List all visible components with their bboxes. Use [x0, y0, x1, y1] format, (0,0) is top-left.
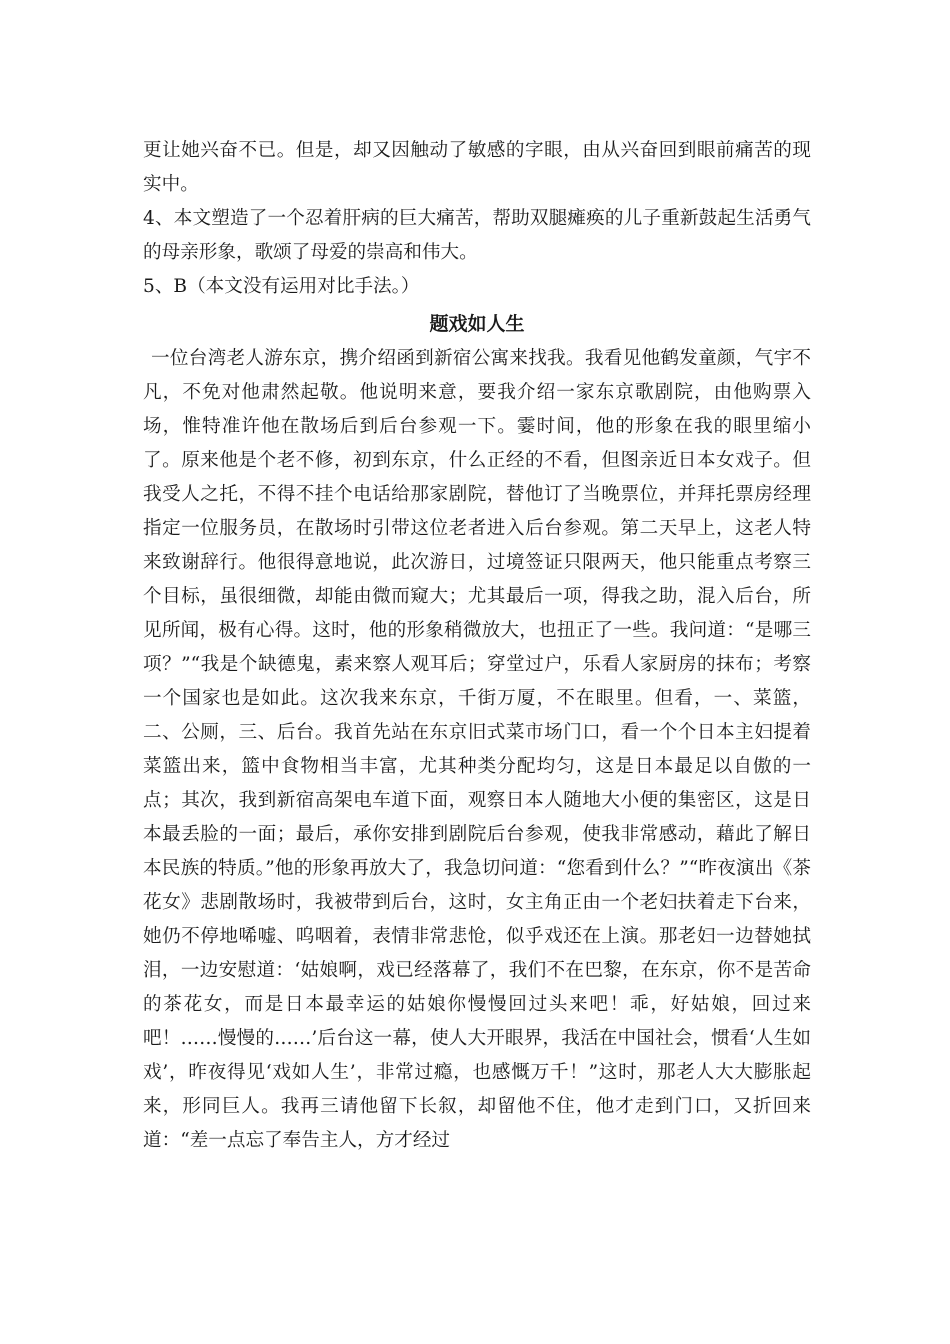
answer-4: 4、本文塑造了一个忍着肝病的巨大痛苦，帮助双腿瘫痪的儿子重新鼓起生活勇气的母亲形象，歌颂了母爱的崇高和伟大。 — [143, 208, 811, 263]
document-content — [143, 134, 811, 1158]
article-title: 题戏如人生 — [429, 313, 525, 335]
answer-continuation: 更让她兴奋不已。但是，却又因触动了敏感的字眼，由从兴奋回到眼前痛苦的现实中。 — [143, 140, 811, 195]
article-body: 一位台湾老人游东京，携介绍函到新宿公寓来找我。我看见他鹤发童颜，气宇不凡，不免对他肃然起敬。他说明来意，要我介绍一家东京歌剧院，由他购票入场，惟特准许他在散场后到后台参观一下。霎时间，他的形象在我的眼里缩小了。原来他是个老不修，初到东京，什么正经的不看，但图亲近日本女戏子。但我受人之托，不得不挂个电话给那家剧院，替他订了当晚票位，并拜托票房经理指定一位服务员，在散场时引带这位老者进入后台参观。第二天早上，这老人特来致谢辞行。他很得意地说，此次游日，过境签证只限两天，他只能重点考察三个目标，虽很细微，却能由微而窥大；尤其最后一项，得我之助，混入后台，所见所闻，极有心得。这时，他的形象稍微放大，也扭正了一些。我问道：“是哪三项？”“我是个缺德鬼，素来察人观耳后；穿堂过户，乐看人家厨房的抹布；考察一个国家也是如此。这次我来东京，千街万厦，不在眼里。但看，一、菜篮，二、公厕，三、后台。我首先站在东京旧式菜市场门口，看一个个日本主妇提着菜篮出来，篮中食物相当丰富，尤其种类分配均匀，这是日本最足以自傲的一点；其次，我到新宿高架电车道下面，观察日本人随地大小便的集密区，这是日本最丢脸的一面；最后，承你安排到剧院后台参观，使我非常感动，藉此了解日本民族的特质。”他的形象再放大了，我急切问道：“您看到什么？”“昨夜演出《茶花女》悲剧散场时，我被带到后台，这时，女主角正由一个老妇扶着走下台来，她仍不停地唏嘘、呜咽着，表情非常悲怆，似乎戏还在上演。那老妇一边替她拭泪，一边安慰道：‘姑娘啊，戏已经落幕了，我们不在巴黎，在东京，你不是苦命的茶花女，而是日本最幸运的姑娘你慢慢回过头来吧！乖，好姑娘，回过来吧！……慢慢的……’后台这一幕，使人大开眼界，我活在中国社会，惯看‘人生如戏’，昨夜得见‘戏如人生’，非常过瘾，也感慨万千！”这时，那老人大大膨胀起来，形同巨人。我再三请他留下长叙，却留他不住，他才走到门口，又折回来道：“差一点忘了奉告主人，方才经过 — [143, 348, 811, 1151]
answer-5: 5、B（本文没有运用对比手法。） — [143, 276, 420, 297]
